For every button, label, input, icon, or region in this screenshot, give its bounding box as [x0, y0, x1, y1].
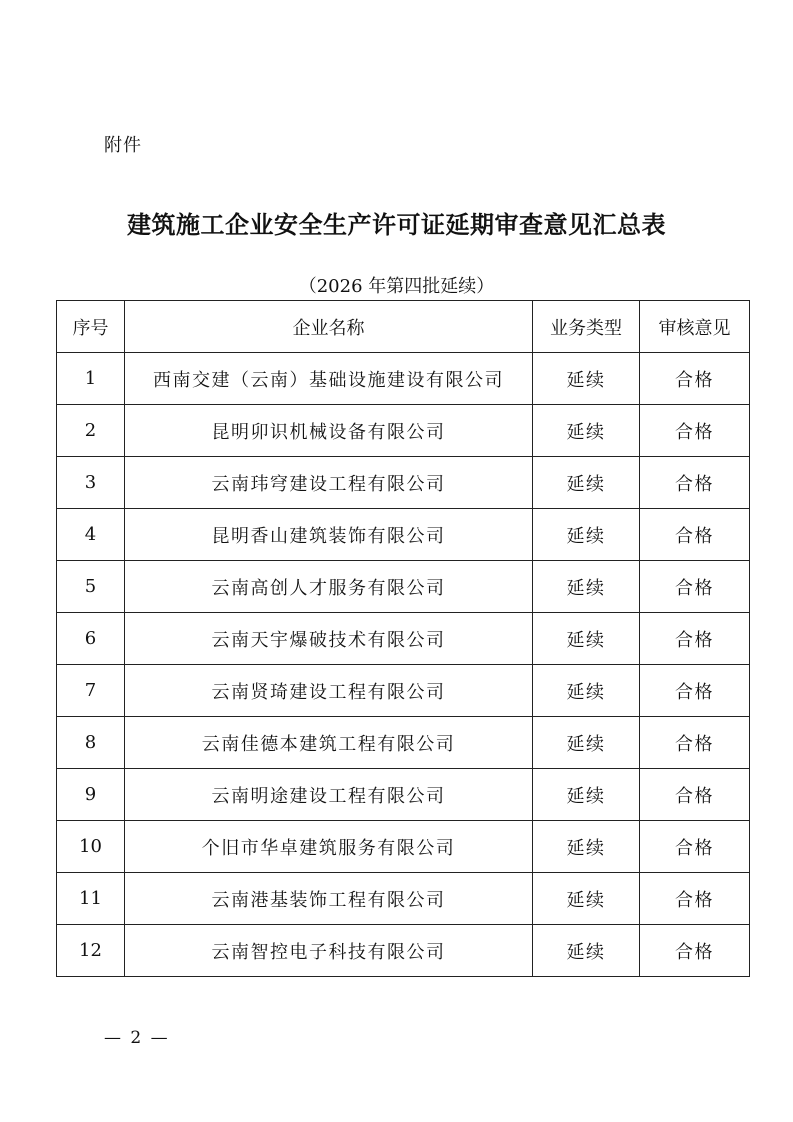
business-type: 延续 [533, 665, 640, 717]
header-business-type: 业务类型 [533, 301, 640, 353]
table-row [57, 613, 750, 665]
company-name: 昆明香山建筑装饰有限公司 [125, 509, 533, 561]
business-type: 延续 [533, 561, 640, 613]
table-row [57, 353, 750, 405]
company-name: 云南明途建设工程有限公司 [125, 769, 533, 821]
row-index: 9 [57, 769, 125, 821]
table-row [57, 925, 750, 977]
table-header-row [57, 301, 750, 353]
review-opinion: 合格 [640, 821, 750, 873]
business-type: 延续 [533, 405, 640, 457]
company-name: 云南高创人才服务有限公司 [125, 561, 533, 613]
table-row [57, 873, 750, 925]
business-type: 延续 [533, 509, 640, 561]
table-row [57, 717, 750, 769]
row-index: 1 [57, 353, 125, 405]
company-name: 昆明卯识机械设备有限公司 [125, 405, 533, 457]
business-type: 延续 [533, 613, 640, 665]
row-index: 6 [57, 613, 125, 665]
header-index: 序号 [57, 301, 125, 353]
company-name: 个旧市华卓建筑服务有限公司 [125, 821, 533, 873]
attachment-label: 附件 [104, 135, 142, 156]
review-opinion: 合格 [640, 613, 750, 665]
row-index: 11 [57, 873, 125, 925]
review-opinion: 合格 [640, 405, 750, 457]
table-row [57, 769, 750, 821]
row-index: 5 [57, 561, 125, 613]
company-name: 云南玮穹建设工程有限公司 [125, 457, 533, 509]
review-opinion: 合格 [640, 717, 750, 769]
table-row [57, 509, 750, 561]
company-name: 云南佳德本建筑工程有限公司 [125, 717, 533, 769]
business-type: 延续 [533, 821, 640, 873]
company-name: 云南贤琦建设工程有限公司 [125, 665, 533, 717]
table-row [57, 821, 750, 873]
review-opinion: 合格 [640, 561, 750, 613]
row-index: 3 [57, 457, 125, 509]
company-name: 西南交建（云南）基础设施建设有限公司 [125, 353, 533, 405]
business-type: 延续 [533, 353, 640, 405]
table-row [57, 665, 750, 717]
review-opinion: 合格 [640, 873, 750, 925]
row-index: 10 [57, 821, 125, 873]
business-type: 延续 [533, 457, 640, 509]
company-name: 云南天宇爆破技术有限公司 [125, 613, 533, 665]
business-type: 延续 [533, 717, 640, 769]
page-title: 建筑施工企业安全生产许可证延期审查意见汇总表 [127, 211, 666, 239]
review-opinion: 合格 [640, 925, 750, 977]
table-row [57, 457, 750, 509]
row-index: 12 [57, 925, 125, 977]
business-type: 延续 [533, 925, 640, 977]
review-opinion: 合格 [640, 353, 750, 405]
row-index: 4 [57, 509, 125, 561]
header-company-name: 企业名称 [125, 301, 533, 353]
business-type: 延续 [533, 769, 640, 821]
review-opinion: 合格 [640, 665, 750, 717]
page-subtitle: （2026 年第四批延续） [298, 276, 495, 297]
row-index: 7 [57, 665, 125, 717]
row-index: 8 [57, 717, 125, 769]
summary-table [56, 300, 750, 977]
review-opinion: 合格 [640, 509, 750, 561]
table-row [57, 561, 750, 613]
company-name: 云南港基装饰工程有限公司 [125, 873, 533, 925]
table-row [57, 405, 750, 457]
review-opinion: 合格 [640, 769, 750, 821]
company-name: 云南智控电子科技有限公司 [125, 925, 533, 977]
review-opinion: 合格 [640, 457, 750, 509]
row-index: 2 [57, 405, 125, 457]
page-number: — 2 — [104, 1028, 170, 1048]
business-type: 延续 [533, 873, 640, 925]
header-review-opinion: 审核意见 [640, 301, 750, 353]
